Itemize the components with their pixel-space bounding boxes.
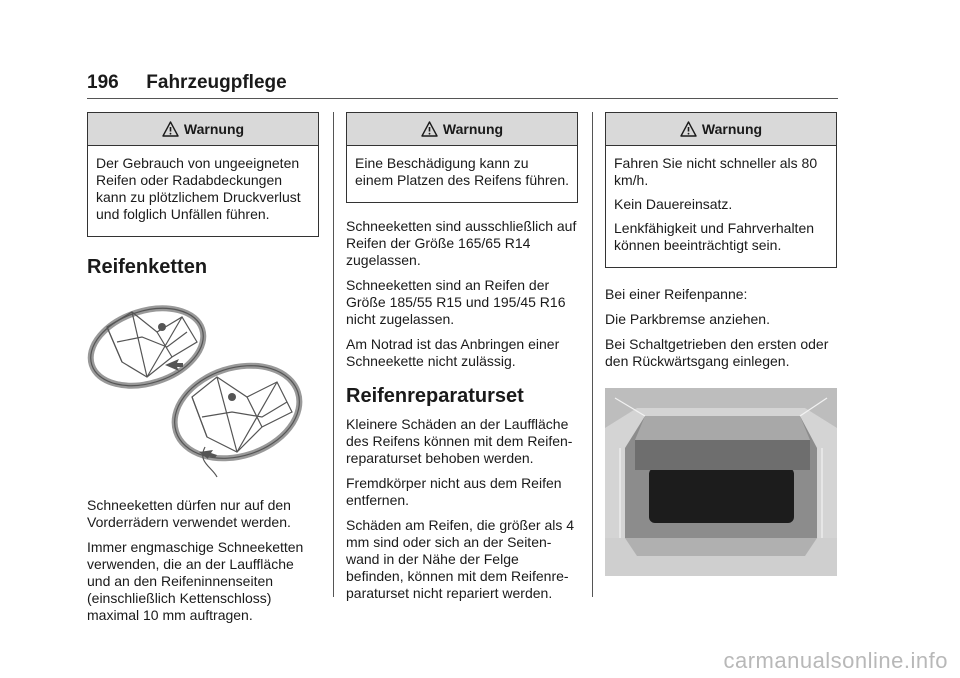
column-divider-1 [333, 112, 334, 597]
section-heading-reifenreparaturset: Reifenreparaturset [346, 385, 524, 407]
warning-title: Warnung [183, 120, 245, 137]
warning-title: Warnung [442, 120, 504, 137]
paragraph: Schäden am Reifen, die größer als 4 mm sind oder sich an der Seiten-wand in der Nähe der Felge befinden, können mit dem Reifenre-paraturset nicht repariert werden. [346, 517, 575, 601]
warning-header [606, 113, 836, 146]
section-heading-reifenketten: Reifenketten [87, 256, 208, 278]
column-2 [346, 112, 578, 610]
paragraph: Immer engmaschige Schneeketten verwenden, die an der Lauffläche und an den Reifeninnenseiten (einschließlich Kettenschloss) maximal 10 mm auftragen. [87, 539, 304, 623]
warning-text: Kein Dauereinsatz. [614, 196, 733, 212]
warning-icon [680, 121, 697, 137]
warning-header [347, 113, 577, 146]
paragraph: Schneeketten dürfen nur auf den Vorderrädern verwendet werden. [87, 497, 291, 530]
paragraph: Schneeketten sind an Reifen der Größe 185/55 R15 und 195/45 R16 nicht zugelassen. [346, 277, 566, 327]
watermark: carmanualsonline.info [723, 648, 948, 673]
paragraph: Am Notrad ist das Anbringen einer Schneekette nicht zulässig. [346, 336, 560, 369]
paragraph: Bei einer Reifenpanne: [605, 286, 748, 302]
warning-title: Warnung [701, 120, 763, 137]
paragraph: Bei Schaltgetrieben den ersten oder den Rückwärtsgang einlegen. [605, 336, 829, 369]
page-title: Fahrzeugpflege [146, 72, 287, 93]
column-divider-2 [592, 112, 593, 597]
paragraph: Kleinere Schäden an der Lauffläche des Reifens können mit dem Reifen-reparaturset behoben werden. [346, 416, 573, 466]
page-header [87, 72, 287, 94]
column-1 [87, 112, 319, 632]
warning-header [88, 113, 318, 146]
warning-box-2 [346, 112, 578, 203]
warning-icon [162, 121, 179, 137]
paragraph: Fremdkörper nicht aus dem Reifen entfernen. [346, 475, 562, 508]
snow-chain-illustration [87, 287, 319, 487]
warning-box-3 [605, 112, 837, 268]
car-trunk-illustration [605, 388, 837, 576]
warning-text: Fahren Sie nicht schneller als 80 km/h. [614, 155, 818, 188]
page-number: 196 [87, 72, 119, 93]
warning-icon [421, 121, 438, 137]
warning-box-1 [87, 112, 319, 237]
paragraph: Schneeketten sind ausschließlich auf Reifen der Größe 165/65 R14 zugelassen. [346, 218, 577, 268]
paragraph: Die Parkbremse anziehen. [605, 311, 770, 327]
warning-text: Lenkfähigkeit und Fahrverhalten können beeinträchtigt sein. [614, 220, 815, 253]
warning-text: Der Gebrauch von ungeeigneten Reifen oder Radabdeckungen kann zu plötzlichem Druckverlust und folglich Unfällen führen. [96, 155, 301, 222]
warning-text: Eine Beschädigung kann zu einem Platzen des Reifens führen. [355, 155, 570, 188]
column-3 [605, 112, 837, 576]
header-rule [87, 98, 838, 99]
